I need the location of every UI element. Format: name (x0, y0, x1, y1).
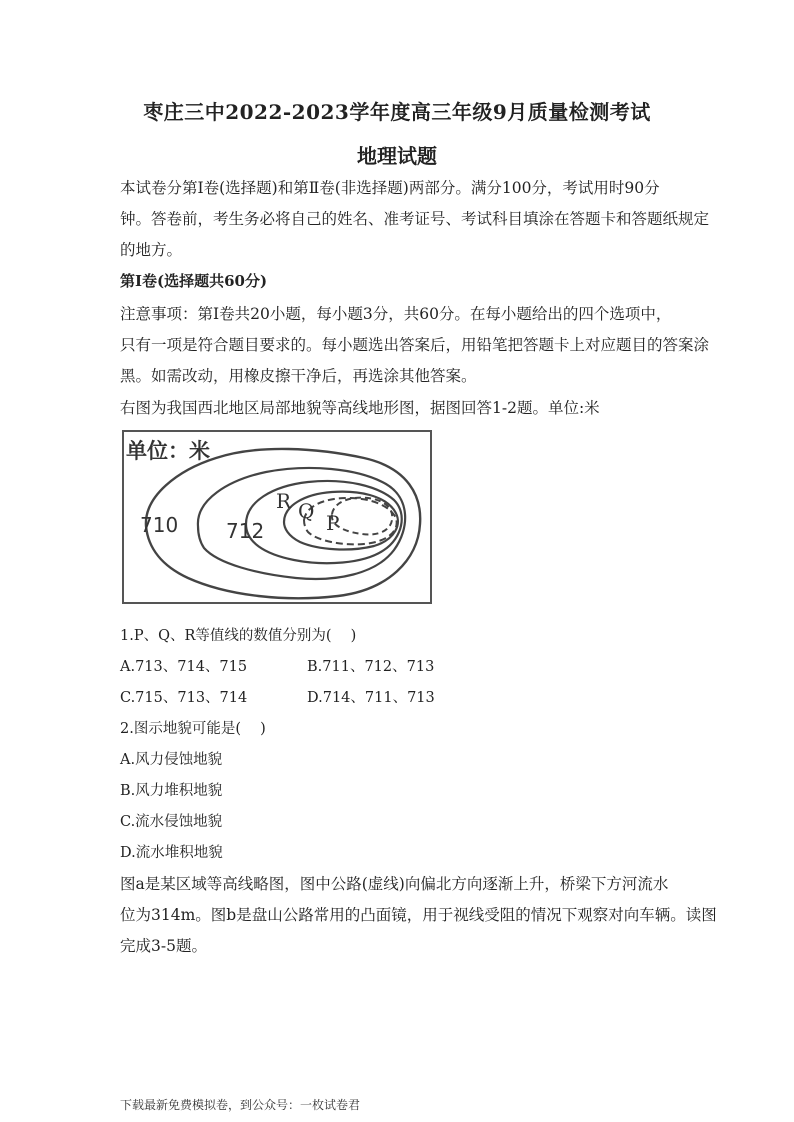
question-2-stem: 2.图示地貌可能是( ) (120, 721, 266, 737)
passage-line-2: 位为314m。图b是盘山公路常用的凸面镜，用于视线受阻的情况下观察对向车辆。读图 (120, 906, 717, 924)
intro-line-1: 本试卷分第Ⅰ卷(选择题)和第Ⅱ卷(非选择题)两部分。满分100分，考试用时90分 (120, 179, 660, 197)
figure-prompt: 右图为我国西北地区局部地貌等高线地形图，据图回答1-2题。单位:米 (120, 399, 600, 417)
note-line-3: 黑。如需改动，用橡皮擦干净后，再选涂其他答案。 (120, 367, 477, 385)
label-r: R (276, 489, 292, 513)
label-710: 710 (140, 513, 179, 537)
q1-option-d: D.714、711、713 (307, 690, 435, 706)
label-712: 712 (226, 519, 265, 543)
note-line-2: 只有一项是符合题目要求的。每小题选出答案后，用铅笔把答题卡上对应题目的答案涂 (120, 336, 710, 354)
q1-option-a: A.713、714、715 (120, 659, 248, 675)
page-subtitle: 地理试题 (357, 144, 437, 168)
intro-line-3: 的地方。 (120, 241, 183, 259)
page-title: 枣庄三中2022-2023学年度高三年级9月质量检测考试 (143, 100, 651, 124)
passage-line-1: 图a是某区域等高线略图，图中公路(虚线)向偏北方向逐渐上升，桥梁下方河流水 (120, 875, 669, 893)
label-p: P (326, 511, 340, 535)
contour-map-figure (118, 428, 436, 608)
question-1-stem: 1.P、Q、R等值线的数值分别为( ) (120, 628, 357, 644)
section-heading: 第Ⅰ卷(选择题共60分) (120, 272, 268, 290)
q2-option-b: B.风力堆积地貌 (120, 783, 223, 799)
q2-option-d: D.流水堆积地貌 (120, 845, 223, 861)
label-q: Q (298, 499, 315, 523)
q2-option-c: C.流水侵蚀地貌 (120, 814, 223, 830)
passage-line-3: 完成3-5题。 (120, 937, 207, 955)
page-footer: 下载最新免费模拟卷，到公众号：一枚试卷君 (120, 1098, 361, 1112)
intro-line-2: 钟。答卷前，考生务必将自己的姓名、准考证号、考试科目填涂在答题卡和答题纸规定 (120, 210, 710, 228)
q1-option-c: C.715、713、714 (120, 690, 248, 706)
q1-option-b: B.711、712、713 (307, 659, 435, 675)
note-line-1: 注意事项：第Ⅰ卷共20小题，每小题3分，共60分。在每小题给出的四个选项中， (120, 305, 672, 323)
q2-option-a: A.风力侵蚀地貌 (120, 752, 223, 768)
figure-unit-label: 单位：米 (126, 439, 210, 463)
